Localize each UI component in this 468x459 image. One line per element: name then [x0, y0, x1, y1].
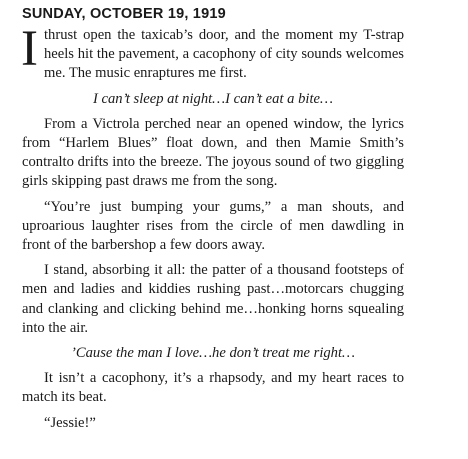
- drop-cap: I: [21, 21, 38, 77]
- paragraph: It isn’t a cacophony, it’s a rhapsody, and my heart races to match its beat.: [22, 370, 404, 406]
- paragraph-opening-text: thrust open the taxicab’s door, and the moment my T-strap heels hit the pavement, a cacophony of city sounds welcomes me. The music enraptures me first.: [43, 27, 404, 82]
- paragraph-dialogue: “Jessie!”: [44, 414, 96, 431]
- book-page: [22, 6, 404, 433]
- song-lyric: I can’t sleep at night…I can’t eat a bite…: [93, 90, 333, 107]
- paragraph: I stand, absorbing it all: the patter of a thousand footsteps of men and ladies and kiddies rushing past…motorcars chugging and clanking and clicking behind me…honking horns squealing into the air.: [22, 262, 404, 336]
- paragraph: From a Victrola perched near an opened window, the lyrics from “Harlem Blues” float down, and then Mamie Smith’s contralto drifts into the breeze. The joyous sound of two giggling girls skipping past draws me from the song.: [22, 115, 404, 190]
- chapter-heading: SUNDAY, OCTOBER 19, 1919: [22, 6, 226, 22]
- paragraph: “You’re just bumping your gums,” a man shouts, and uproarious laughter rises from the circle of men dawdling in front of the barbershop a few doors away.: [22, 198, 404, 254]
- paragraph-opening: [21, 21, 404, 84]
- song-lyric: ’Cause the man I love…he don’t treat me right…: [71, 345, 355, 362]
